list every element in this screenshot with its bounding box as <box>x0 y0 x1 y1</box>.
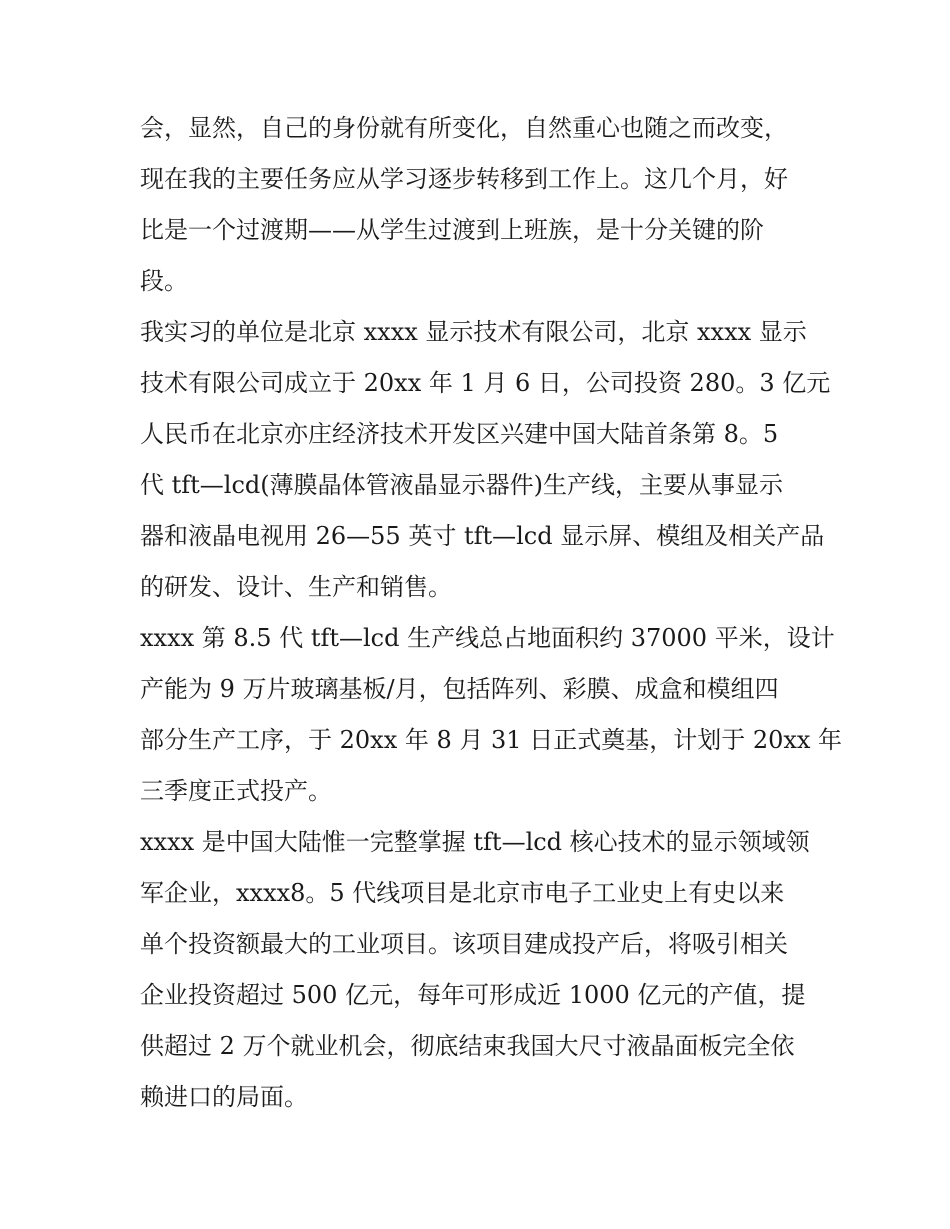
text-line: 人民币在北京亦庄经济技术开发区兴建中国大陆首条第 8。5 <box>140 420 779 448</box>
text-line: 赖进口的局面。 <box>140 1083 308 1111</box>
text-line: 器和液晶电视用 26—55 英寸 tft—lcd 显示屏、模组及相关产品 <box>140 522 825 550</box>
text-line: 企业投资超过 500 亿元，每年可形成近 1000 亿元的产值，提 <box>140 981 806 1009</box>
text-line: xxxx 是中国大陆惟一完整掌握 tft—lcd 核心技术的显示领域领 <box>140 828 810 856</box>
text-line: 现在我的主要任务应从学习逐步转移到工作上。这几个月，好 <box>140 165 788 193</box>
text-line: 段。 <box>140 267 188 295</box>
text-line: 军企业，xxxx8。5 代线项目是北京市电子工业史上有史以来 <box>140 879 785 907</box>
text-line: 会，显然，自己的身份就有所变化，自然重心也随之而改变， <box>140 114 788 142</box>
text-line: 供超过 2 万个就业机会，彻底结束我国大尺寸液晶面板完全依 <box>140 1032 795 1060</box>
text-line: 单个投资额最大的工业项目。该项目建成投产后，将吸引相关 <box>140 930 788 958</box>
text-line: 三季度正式投产。 <box>140 777 332 805</box>
text-line: 部分生产工序，于 20xx 年 8 月 31 日正式奠基，计划于 20xx 年 <box>140 726 843 754</box>
paragraph-4 <box>140 817 830 1123</box>
paragraph-2 <box>140 307 830 613</box>
text-line: 比是一个过渡期——从学生过渡到上班族，是十分关键的阶 <box>140 216 764 244</box>
text-line: 的研发、设计、生产和销售。 <box>140 573 452 601</box>
text-line: xxxx 第 8.5 代 tft—lcd 生产线总占地面积约 37000 平米，设计 <box>140 624 835 652</box>
text-line: 产能为 9 万片玻璃基板/月，包括阵列、彩膜、成盒和模组四 <box>140 675 779 703</box>
text-line: 我实习的单位是北京 xxxx 显示技术有限公司，北京 xxxx 显示 <box>140 318 807 346</box>
text-line: 代 tft—lcd(薄膜晶体管液晶显示器件)生产线，主要从事显示 <box>140 471 784 499</box>
document-body <box>140 103 843 1123</box>
paragraph-1 <box>140 103 830 307</box>
paragraph-3 <box>140 613 843 817</box>
text-line: 技术有限公司成立于 20xx 年 1 月 6 日，公司投资 280。3 亿元 <box>140 369 831 397</box>
